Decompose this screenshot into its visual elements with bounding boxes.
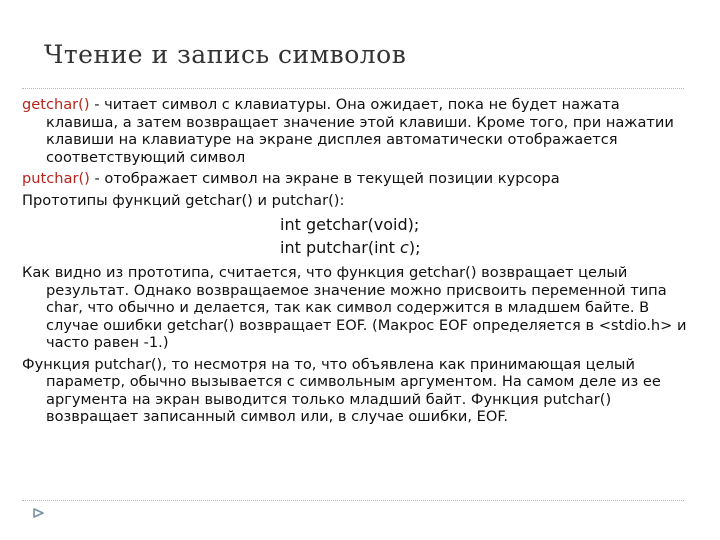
paragraph-getchar-return: Как видно из прототипа, считается, что функция getchar() возвращает целый результат. Однако возвращаемое значение можно присвоить переменной типа char, что обычно и делается, так как символ содержится в младшем байте. В случае ошибки getchar() возвращает EOF. (Макрос EOF определяется в <stdio.h> и часто равен -1.) (22, 264, 687, 351)
paragraph-getchar-text: - читает символ с клавиатуры. Она ожидает, пока не будет нажата клавиша, а затем возвращает значение этой клавиши. Кроме того, при нажатии клавиши на клавиатуре на экране дисплея автоматически отображается соответствующий символ (46, 96, 674, 166)
prototypes-block (22, 213, 690, 259)
prototype-putchar-param: c (400, 238, 409, 257)
slide-body (22, 96, 690, 430)
paragraph-putchar-text: - отображает символ на экране в текущей позиции курсора (89, 170, 560, 187)
prototype-putchar-prefix: int putchar(int (280, 238, 401, 257)
paragraph-putchar (22, 170, 690, 188)
page-title: Чтение и запись символов (44, 40, 407, 69)
prototype-putchar (22, 236, 690, 259)
pen-nav-icon[interactable] (32, 506, 46, 520)
term-getchar: getchar() (22, 96, 90, 113)
prototype-putchar-suffix: ); (408, 238, 421, 257)
paragraph-putchar-param: Функция putchar(), то несмотря на то, что объявлена как принимающая целый параметр, обычно вызывается с символьным аргументом. На самом деле из ее аргумента на экран выводится только младший байт. Функция putchar() возвращает записанный символ или, в случае ошибки, EOF. (22, 355, 661, 425)
term-putchar: putchar() (22, 170, 90, 187)
prototype-getchar: int getchar(void); (280, 215, 420, 234)
paragraph-prototypes-intro: Прототипы функций getchar() и putchar(): (22, 191, 345, 209)
paragraph-getchar (22, 96, 690, 166)
footer-divider (22, 500, 684, 501)
title-divider (22, 88, 684, 89)
